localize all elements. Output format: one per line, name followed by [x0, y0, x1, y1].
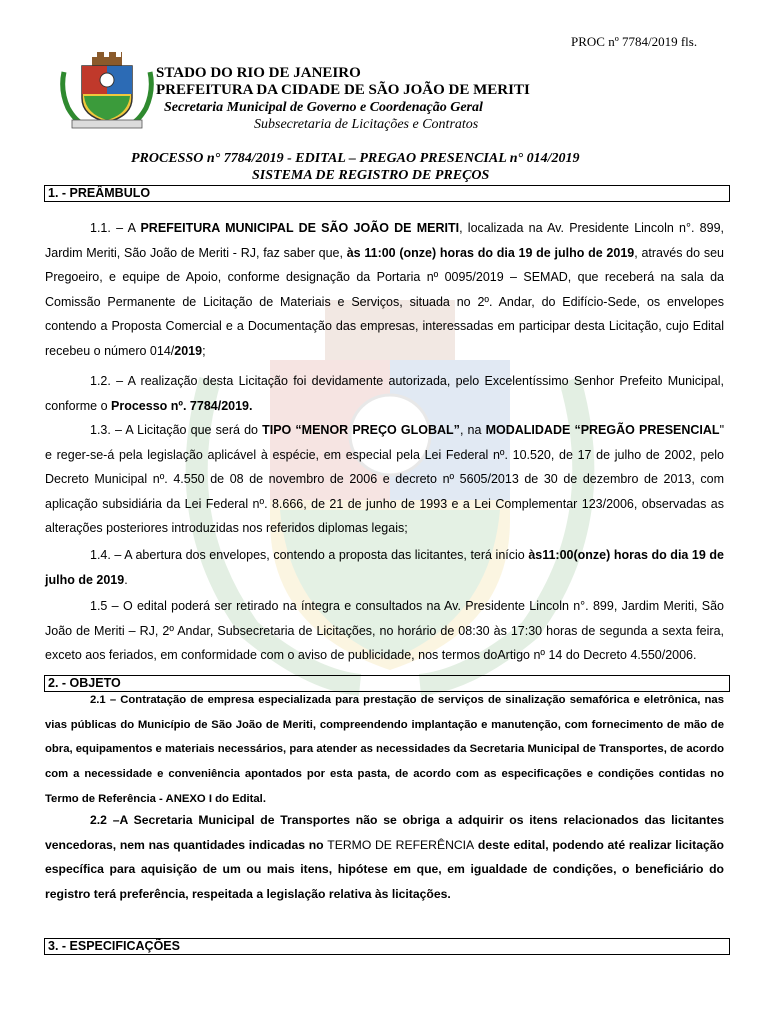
process-reference: PROC nº 7784/2019 fls.: [571, 34, 698, 49]
paragraph-1-2: 1.2. – A realização desta Licitação foi devidamente autorizada, pelo Excelentíssimo Senhor Prefeito Municipal, conforme o Processo nº. 7784/2019.: [45, 374, 724, 413]
system-title: SISTEMA DE REGISTRO DE PREÇOS: [252, 168, 490, 183]
header-secretariat: Secretaria Municipal de Governo e Coordenação Geral: [164, 100, 483, 115]
header-prefecture: PREFEITURA DA CIDADE DE SÃO JOÃO DE MERITI: [156, 82, 530, 98]
paragraph-1-3: 1.3. – A Licitação que será do TIPO “MENOR PREÇO GLOBAL”, na MODALIDADE “PREGÃO PRESENCIAL" e reger-se-á pela legislação aplicável à espécie, em especial pela Lei Federal nº. 10.520, de 17 de julho de 2002, pelo Decreto Municipal nº. 4.550 de 08 de novembro de 2006 e decreto nº 5605/2013 de 30 de dezembro de 2013, com aplicação subsidiária da Lei Federal nº. 8.666, de 21 de junho de 1993 e a Lei Complementar 123/2006, observadas as alterações posteriores introduzidas nos referidos diplomas legais;: [45, 423, 725, 535]
paragraph-2-1: 2.1 – Contratação de empresa especializada para prestação de serviços de sinalização semafórica e eletrônica, nas vias públicas do Município de São João de Meriti, compreendendo implantação e manutenção, com fornecimento de mão de obra, equipamentos e materiais necessários, para atender as necessidades da Secretaria Municipal de Transportes, de acordo com a necessidade e conveniência apontados por esta pasta, de acordo com as especificações e condições contidas no Termo de Referência - ANEXO I do Edital.: [45, 694, 724, 805]
section-heading-objeto: 2. - OBJETO: [44, 675, 730, 692]
process-title: PROCESSO n° 7784/2019 - EDITAL – PREGAO PRESENCIAL n° 014/2019: [131, 151, 580, 166]
header-state: STADO DO RIO DE JANEIRO: [156, 65, 361, 81]
paragraph-2-2: 2.2 –A Secretaria Municipal de Transportes não se obriga a adquirir os itens relacionados das licitantes vencedoras, nem nas quantidades indicadas no TERMO DE REFERÊNCIA deste edital, podendo até realizar licitação específica para aquisição de um ou mais itens, hipótese em que, em igualdade de condições, o beneficiário do registro terá preferência, respeitada a legislação relativa às licitações.: [45, 813, 724, 901]
section-heading-especificacoes: 3. - ESPECIFICAÇÕES: [44, 938, 730, 955]
section-heading-preambulo: 1. - PREÂMBULO: [44, 185, 730, 202]
paragraph-1-4: 1.4. – A abertura dos envelopes, contendo a proposta das licitantes, terá início às11:00(onze) horas do dia 19 de julho de 2019.: [45, 548, 724, 587]
header-subsecretariat: Subsecretaria de Licitações e Contratos: [254, 117, 479, 132]
paragraph-1-1: 1.1. – A PREFEITURA MUNICIPAL DE SÃO JOÃO DE MERITI, localizada na Av. Presidente Lincoln n°. 899, Jardim Meriti, São João de Meriti - RJ, faz saber que, às 11:00 (onze) horas do dia 19 de julho de 2019, através do seu Pregoeiro, e equipe de Apoio, conforme designação da Portaria nº 0095/2019 – SEMAD, que receberá na sala da Comissão Permanente de Licitação de Materiais e Serviços, situada no 2º. Andar, do Edifício-Sede, os envelopes contendo a Proposta Comercial e a Documentação das empresas, interessadas em participar desta Licitação, cujo Edital recebeu o número 014/2019;: [45, 221, 725, 358]
coat-of-arms-icon: [58, 50, 156, 130]
paragraph-1-5: 1.5 – O edital poderá ser retirado na íntegra e consultados na Av. Presidente Lincoln n°. 899, Jardim Meriti, São João de Meriti – RJ, 2º Andar, Subsecretaria de Licitações, no horário de 08:30 às 17:30 horas de segunda a sexta feira, exceto aos feriados, em conformidade com o aviso de publicidade, nos termos doArtigo nº 14 do Decreto 4.550/2006.: [45, 599, 724, 662]
